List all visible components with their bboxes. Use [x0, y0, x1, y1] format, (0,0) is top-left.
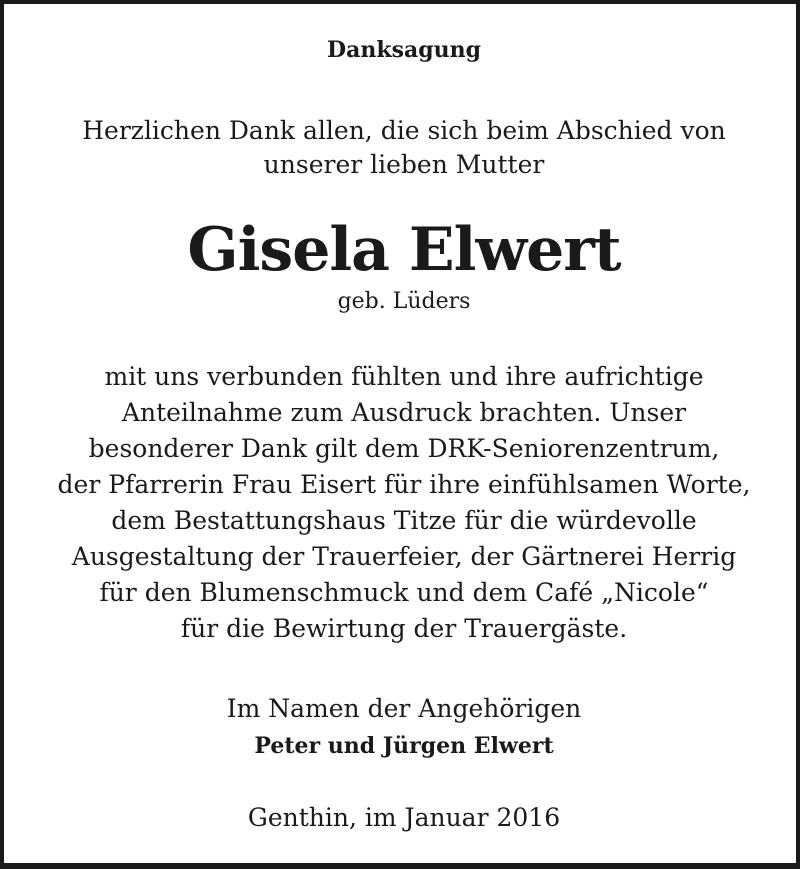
intro-line: unserer lieben Mutter — [263, 150, 545, 179]
body-line: für die Bewirtung der Trauergäste. — [180, 614, 628, 643]
deceased-name: Gisela Elwert — [187, 215, 621, 285]
body-line: Anteilnahme zum Ausdruck brachten. Unser — [121, 398, 687, 427]
body-line: mit uns verbunden fühlten und ihre aufrichtige — [104, 362, 704, 391]
notice-heading: Danksagung — [327, 37, 481, 63]
body-line: besonderer Dank gilt dem DRK-Seniorenzentrum, — [88, 434, 720, 463]
intro-line: Herzlichen Dank allen, die sich beim Abschied von — [82, 116, 726, 145]
place-date: Genthin, im Januar 2016 — [247, 803, 561, 832]
birth-name: geb. Lüders — [337, 289, 471, 314]
body-line: Ausgestaltung der Trauerfeier, der Gärtnerei Herrig — [71, 542, 737, 571]
signers-names: Peter und Jürgen Elwert — [254, 733, 554, 759]
on-behalf-text: Im Namen der Angehörigen — [226, 694, 582, 723]
body-line: dem Bestattungshaus Titze für die würdevolle — [111, 506, 697, 535]
body-line: für den Blumenschmuck und dem Café „Nicole“ — [99, 578, 709, 607]
body-line: der Pfarrerin Frau Eisert für ihre einfühlsamen Worte, — [57, 470, 751, 499]
